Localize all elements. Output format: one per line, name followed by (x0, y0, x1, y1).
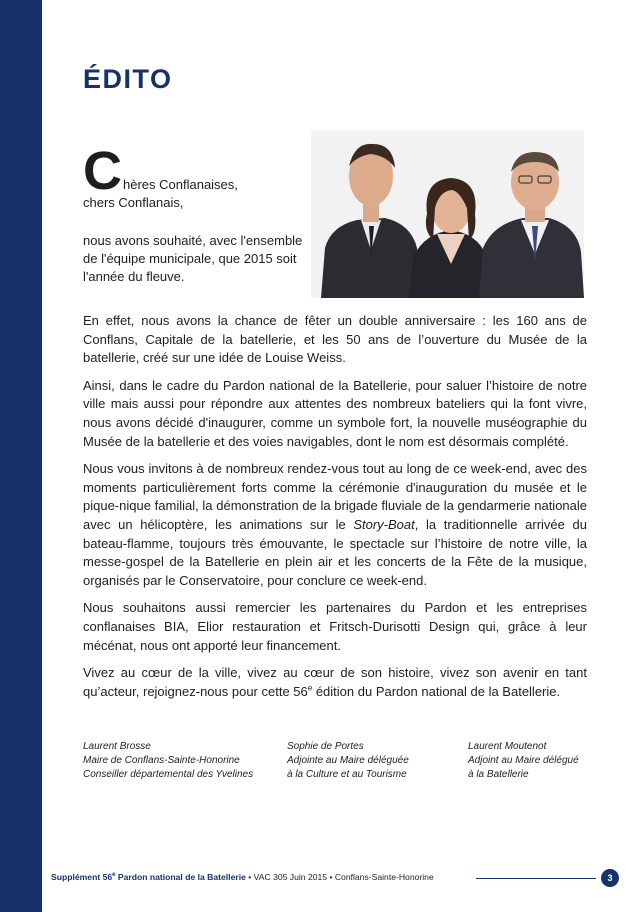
signature-name: Laurent Brosse (83, 741, 151, 752)
body-paragraph-1: En effet, nous avons la chance de fêter un double anniversaire : les 160 ans de Conflans, Capitale de la batellerie, et les 50 ans de l’ouverture du Musée de la batellerie, créé sur une idée de Louise Weiss. (83, 313, 587, 366)
signature-laurent-brosse (83, 740, 253, 782)
salutation-rest: hères Conflanaises, (123, 177, 238, 192)
signature-role: à la Culture et au Tourisme (287, 769, 407, 780)
intro-paragraph: nous avons souhaité, avec l'ensemble de l'équipe municipale, que 2015 soit l'année du fleuve. (83, 233, 303, 284)
page-title: ÉDITO (83, 64, 173, 94)
page-footer (51, 868, 621, 888)
body-paragraph-3 (83, 460, 587, 590)
body-paragraph-4: Nous souhaitons aussi remercier les partenaires du Pardon et les entreprises conflanaises BIA, Elior restauration et Fritsch-Durisotti Design qui, grâce à leur mécénat, nous ont apporté leur financement. (83, 600, 587, 653)
left-color-band (0, 0, 42, 912)
body-paragraph-5 (83, 664, 587, 701)
salutation-line2: chers Conflanais, (83, 195, 184, 210)
body-paragraph-5-part-b: édition du Pardon national de la Batellerie. (312, 683, 561, 699)
signature-sophie-de-portes (287, 740, 409, 782)
body-paragraph-3-part-b: , la traditionnelle arrivée du bateau-flamme, toujours très émouvante, le spectacle sur l’histoire de notre ville, la messe-gospel de la Batellerie en plein air et les concerts de la Fête de la musique, organisés par le Conservatoire, pour conclure ce week-end. (83, 516, 588, 588)
footer-text (51, 872, 434, 882)
signature-role: Maire de Conflans-Sainte-Honorine (83, 755, 240, 766)
intro-block (83, 141, 303, 286)
story-boat-italic: Story-Boat (353, 516, 415, 532)
footer-ordinal-superscript: e (112, 872, 116, 879)
signature-role: Conseiller départemental des Yvelines (83, 769, 254, 780)
page-number-badge: 3 (601, 869, 619, 887)
body-paragraph-2: Ainsi, dans le cadre du Pardon national de la Batellerie, pour saluer l’histoire de notre ville mais aussi pour répondre aux attentes des nombreux bateliers qui la font vivre, nous avons décidé d'inaugurer, comme un symbole fort, la nouvelle muséographie du Musée de la batellerie et des voies navigables, dont le nom est désormais complété. (83, 377, 587, 449)
footer-divider (476, 878, 596, 879)
footer-publication (51, 872, 246, 882)
signature-name: Laurent Moutenot (468, 741, 547, 752)
footer-publication-part-a: Supplément 56 (51, 872, 113, 882)
body-paragraph-5-part-a: Vivez au cœur de la ville, vivez au cœur de son histoire, vivez son avenir en tant qu’acteur, rejoignez-nous pour cette 56 (83, 665, 587, 699)
edito-body (83, 312, 587, 710)
footer-issue-info: • VAC 305 Juin 2015 • Conflans-Sainte-Honorine (245, 872, 434, 882)
officials-photo-illustration (311, 130, 584, 298)
footer-publication-part-b: Pardon national de la Batellerie (115, 872, 246, 882)
ordinal-superscript: e (307, 683, 313, 693)
signature-role: Adjointe au Maire déléguée (287, 755, 409, 766)
signature-laurent-moutenot (468, 740, 579, 782)
officials-photo (311, 130, 584, 298)
signature-name: Sophie de Portes (287, 741, 364, 752)
signature-role: Adjoint au Maire délégué (468, 755, 579, 766)
signature-role: à la Batellerie (468, 769, 529, 780)
salutation (83, 141, 303, 201)
drop-cap: C (83, 141, 122, 201)
body-paragraph-3-part-a: Nous vous invitons à de nombreux rendez-vous tout au long de ce week-end, avec des moments particulièrement forts comme la cérémonie d'inauguration du musée et le pique-nique familial, la démonstration de la brigade fluviale de la gendarmerie nationale avec un hélicoptère, les animations sur le (83, 461, 587, 532)
